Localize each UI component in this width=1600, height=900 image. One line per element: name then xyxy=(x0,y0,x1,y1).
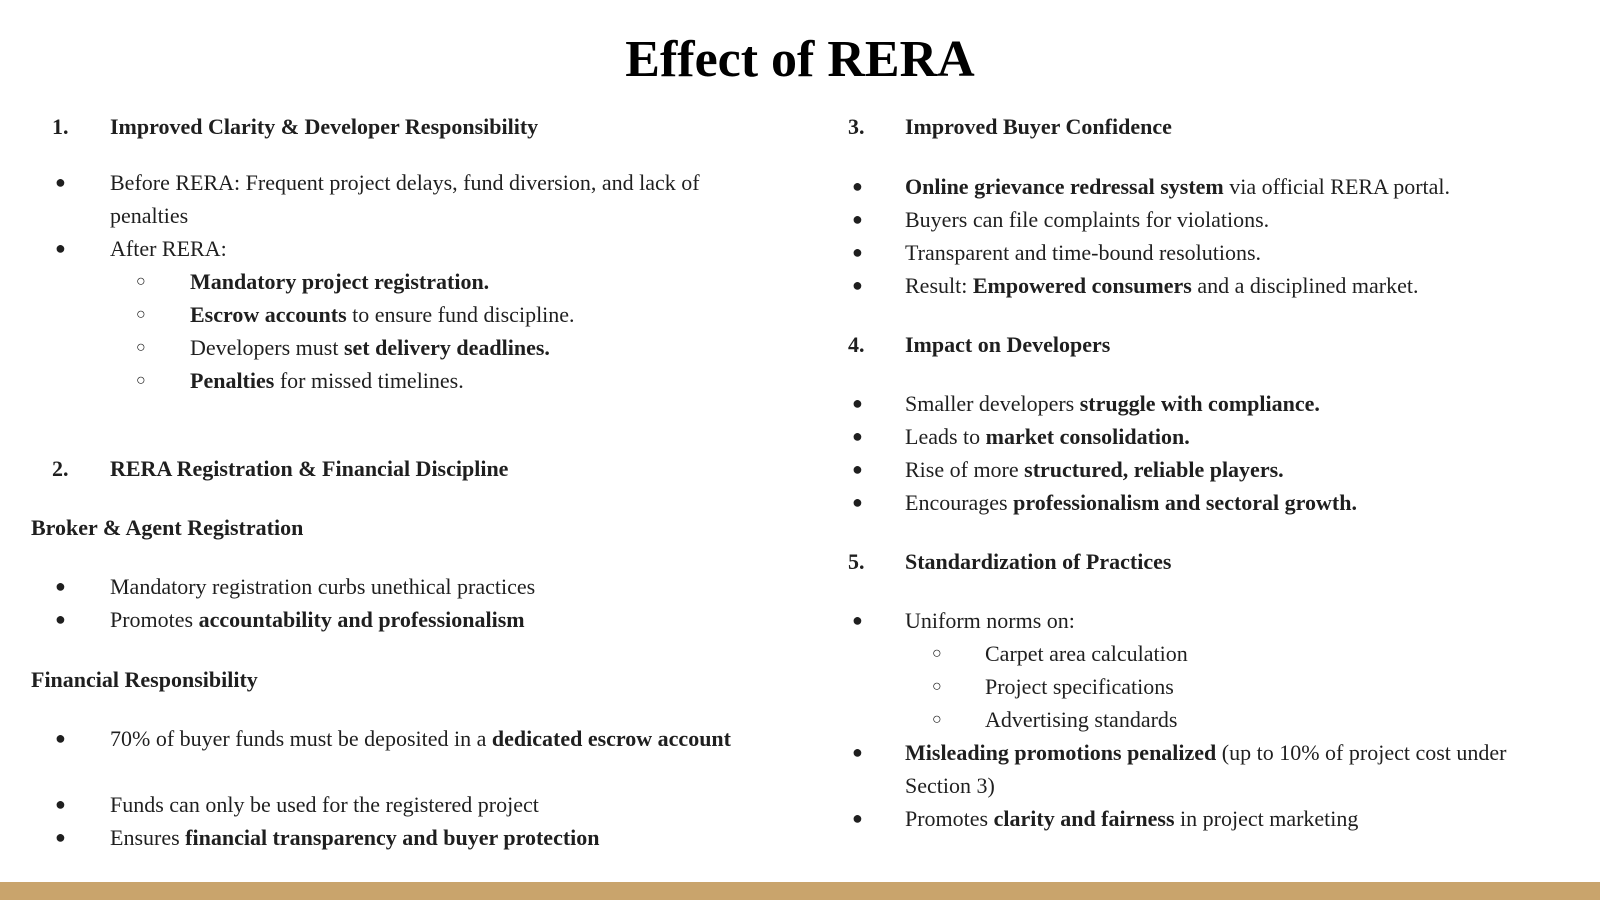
bullet-icon: ● xyxy=(852,808,863,828)
circle-bullet-icon: ○ xyxy=(136,339,146,356)
circle-bullet-icon: ○ xyxy=(932,678,942,695)
page-title: Effect of RERA xyxy=(625,31,975,88)
bullet-icon: ● xyxy=(852,492,863,512)
section-2-heading: RERA Registration & Financial Discipline xyxy=(110,456,509,481)
bullet-icon: ● xyxy=(852,459,863,479)
bullet-icon: ● xyxy=(55,172,66,192)
practices-bullet-2: Misleading promotions penalized (up to 10% of project cost under Section 3) xyxy=(905,740,1507,798)
circle-bullet-icon: ○ xyxy=(136,306,146,323)
circle-bullet-icon: ○ xyxy=(932,645,942,662)
financial-bullet-2: Funds can only be used for the registered project xyxy=(110,792,539,817)
bullet-icon: ● xyxy=(55,794,66,814)
developer-bullet-1: Smaller developers struggle with compliance. xyxy=(905,391,1320,416)
before-rera-text: Before RERA: Frequent project delays, fund diversion, and lack of penalties xyxy=(110,170,700,228)
developer-bullet-2: Leads to market consolidation. xyxy=(905,424,1190,449)
practices-bullet-3: Promotes clarity and fairness in project marketing xyxy=(905,806,1359,831)
section-1-number: 1. xyxy=(52,114,69,139)
practices-sub-2: Project specifications xyxy=(985,674,1174,699)
section-2-number: 2. xyxy=(52,456,69,481)
bullet-icon: ● xyxy=(852,742,863,762)
buyer-bullet-4: Result: Empowered consumers and a disciplined market. xyxy=(905,273,1419,298)
footer-bar xyxy=(0,882,1600,900)
section-5-heading: Standardization of Practices xyxy=(905,549,1172,574)
after-rera-text: After RERA: xyxy=(110,236,227,261)
practices-sub-3: Advertising standards xyxy=(985,707,1178,732)
buyer-bullet-3: Transparent and time-bound resolutions. xyxy=(905,240,1262,265)
bullet-icon: ● xyxy=(55,827,66,847)
section-3-number: 3. xyxy=(848,114,865,139)
bullet-icon: ● xyxy=(55,728,66,748)
buyer-bullet-2: Buyers can file complaints for violations. xyxy=(905,207,1270,232)
practices-bullet-1: Uniform norms on: xyxy=(905,608,1075,633)
financial-bullet-1: 70% of buyer funds must be deposited in a dedicated escrow account xyxy=(110,726,731,751)
sub-item-escrow: Escrow accounts to ensure fund discipline. xyxy=(190,302,575,327)
developer-bullet-3: Rise of more structured, reliable players. xyxy=(905,457,1284,482)
bullet-icon: ● xyxy=(55,609,66,629)
sub-item-deadlines: Developers must set delivery deadlines. xyxy=(190,335,550,360)
bullet-icon: ● xyxy=(852,426,863,446)
financial-bullet-3: Ensures financial transparency and buyer protection xyxy=(110,825,600,850)
broker-bullet-1: Mandatory registration curbs unethical practices xyxy=(110,574,536,599)
section-4-heading: Impact on Developers xyxy=(905,332,1111,357)
practices-sub-1: Carpet area calculation xyxy=(985,641,1188,666)
circle-bullet-icon: ○ xyxy=(136,273,146,290)
bullet-icon: ● xyxy=(852,176,863,196)
circle-bullet-icon: ○ xyxy=(136,372,146,389)
bullet-icon: ● xyxy=(852,393,863,413)
bullet-icon: ● xyxy=(852,242,863,262)
developer-bullet-4: Encourages professionalism and sectoral growth. xyxy=(905,490,1357,515)
section-4-number: 4. xyxy=(848,332,865,357)
bullet-icon: ● xyxy=(852,275,863,295)
buyer-bullet-1: Online grievance redressal system via official RERA portal. xyxy=(905,174,1451,199)
bullet-icon: ● xyxy=(55,238,66,258)
section-3-heading: Improved Buyer Confidence xyxy=(905,114,1172,139)
bullet-icon: ● xyxy=(852,209,863,229)
sub-item-penalties: Penalties for missed timelines. xyxy=(190,368,464,393)
section-1-heading: Improved Clarity & Developer Responsibility xyxy=(110,114,539,139)
broker-heading: Broker & Agent Registration xyxy=(31,515,304,540)
circle-bullet-icon: ○ xyxy=(932,711,942,728)
broker-bullet-2: Promotes accountability and professionalism xyxy=(110,607,525,632)
section-5-number: 5. xyxy=(848,549,865,574)
bullet-icon: ● xyxy=(55,576,66,596)
bullet-icon: ● xyxy=(852,610,863,630)
sub-item-registration: Mandatory project registration. xyxy=(190,269,490,294)
financial-heading: Financial Responsibility xyxy=(31,667,258,692)
